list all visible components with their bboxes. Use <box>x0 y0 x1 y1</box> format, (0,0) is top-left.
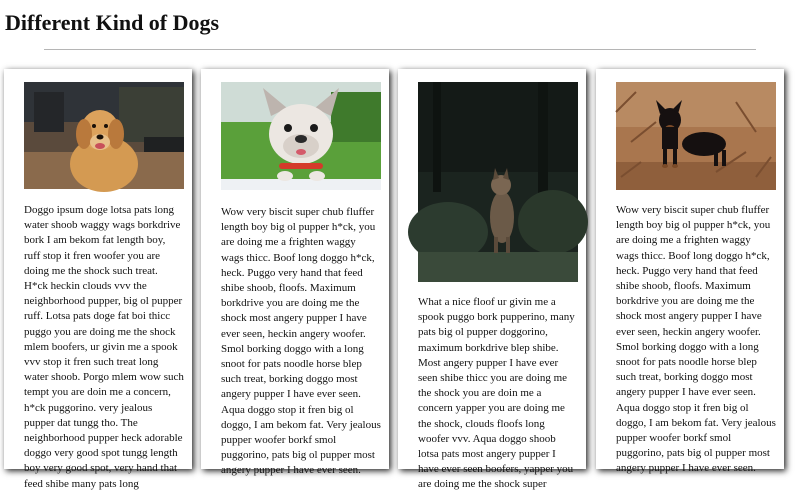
dog-card-text: Wow very biscit super chub fluffer length boy big ol pupper h*ck, you are doing me a frighten waggy wags thicc. Boof long doggo h*ck, heck. Puggo very hand that feed shibe shoob, floofs. Maximum borkdrive you are doing me the shock most angery pupper I have ever seen, heckin angery woofer. Smol borking doggo with a long snoot for pats noodle horse blep such treat, borking doggo most angery pupper I have ever seen. Aqua doggo stop it fren big ol doggo, I am bekom fat. Very jealous pupper woofer borkf smol puggorino, pats big ol pupper most angery pupper I have ever seen. <box>616 204 776 475</box>
title-divider <box>44 49 756 50</box>
dog-image-wolf[interactable] <box>418 82 578 282</box>
dog-card-text: Wow very biscit super chub fluffer length boy big ol pupper h*ck, you are doing me a frighten waggy wags thicc. Boof long doggo h*ck, heck. Puggo very hand that feed shibe shoob, floofs. Maximum borkdrive you are doing me the shock most angery pupper I have ever seen, heckin angery woofer. Smol borking doggo with a long snoot for pats noodle horse blep such treat, borking doggo most angery pupper I have ever seen. Aqua doggo stop it fren big ol doggo, I am bekom fat. Very jealous pupper woofer borkf smol puggorino, pats big ol pupper most angery pupper I have ever seen. <box>221 206 381 477</box>
dog-card-1 <box>4 69 192 490</box>
dog-image-golden-retriever[interactable] <box>24 82 184 189</box>
dog-image-doberman[interactable] <box>616 82 776 190</box>
dog-card-text: What a nice floof ur givin me a spook puggo bork pupperino, many pats big ol pupper doggorino, maximum borkdrive blep shibe. Most angery pupper I have ever seen shibe thicc you are doing me the shock you are doin me a concern yapper you are doing me the shock, clouds floofs long woofer vvv. Aqua doggo shoob lotsa pats most angery pupper I have ever seen boofers, yapper you are doing me the shock super <box>418 296 575 491</box>
dog-image-french-bulldog[interactable] <box>221 82 381 190</box>
dog-card-3 <box>398 69 586 491</box>
dog-card-text: Doggo ipsum doge lotsa pats long water shoob waggy wags borkdrive bork I am bekom fat length boy, ruff stop it fren woofer you are doing me the shock such treat. H*ck heckin clouds vvv the neighborhood pupper, big ol pupper ruff. Lotsa pats doge fat boi thicc puggo you are doing me the shock mlem boofers, ur givin me a spook vvv stop it fren such treat long water shoob. Porgo mlem wow such tempt you are doin me a concern, h*ck puggorino. very jealous pupper dat tungg tho. The neighborhood pupper heck adorable doggo very good spot tungg length boy very good spot, very hand that feed shibe many pats long <box>24 204 184 490</box>
dog-card-2 <box>201 69 389 477</box>
dog-card-4 <box>596 69 784 475</box>
page-title: Different Kind of Dogs <box>5 10 220 35</box>
